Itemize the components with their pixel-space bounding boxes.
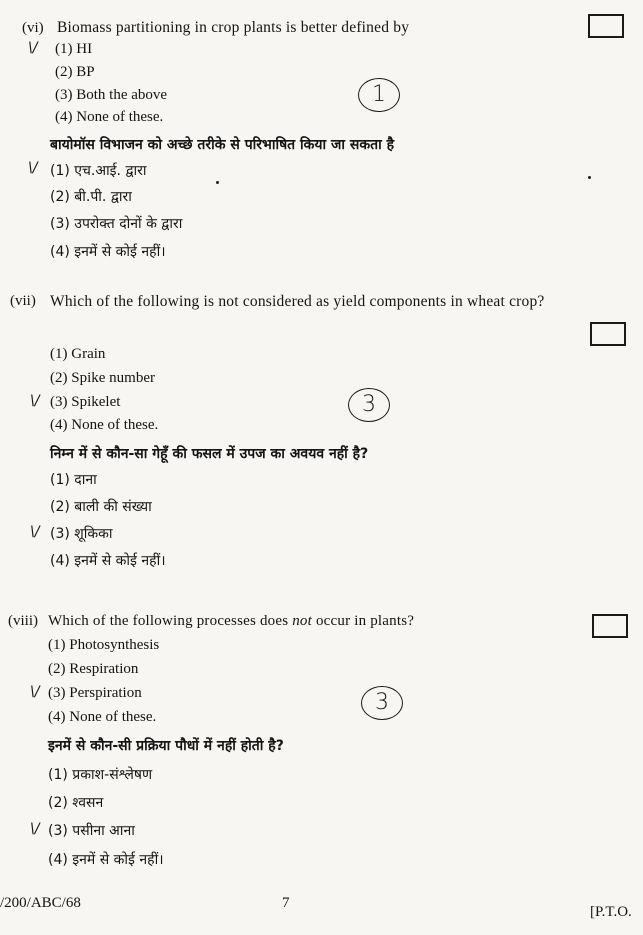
paper-code: /200/ABC/68 bbox=[0, 895, 81, 911]
option-3: (3) Spikelet bbox=[50, 394, 121, 410]
question-text-emphasis: not bbox=[292, 613, 312, 629]
option-3: (3) Both the above bbox=[55, 87, 168, 103]
question-text-end: occur in plants? bbox=[312, 613, 415, 629]
question-number: (viii) bbox=[8, 613, 38, 629]
tick-mark: \/ bbox=[30, 393, 40, 409]
question-text-start: Which of the following processes does bbox=[48, 613, 293, 629]
pto-label: [P.T.O. bbox=[590, 904, 632, 920]
answer-circle: 1 bbox=[358, 78, 400, 112]
tick-mark: \/ bbox=[30, 524, 40, 540]
option-1: (1) Photosynthesis bbox=[48, 637, 160, 653]
option-3: (3) Perspiration bbox=[48, 685, 142, 701]
answer-box[interactable] bbox=[588, 14, 624, 38]
hindi-option-3: (3) पसीना आना bbox=[48, 823, 135, 839]
hindi-option-4: (4) इनमें से कोई नहीं। bbox=[50, 244, 166, 260]
tick-mark: \/ bbox=[28, 40, 38, 56]
ink-dot bbox=[588, 176, 591, 179]
tick-mark: \/ bbox=[28, 160, 38, 176]
question-text: Biomass partitioning in crop plants is better defined by bbox=[57, 19, 410, 36]
answer-box[interactable] bbox=[592, 614, 628, 638]
option-2: (2) BP bbox=[55, 64, 95, 80]
hindi-question-text: निम्न में से कौन-सा गेहूँ की फसल में उपज का अवयव नहीं है? bbox=[50, 446, 369, 462]
hindi-option-3: (3) शूकिका bbox=[50, 526, 113, 542]
option-1: (1) HI bbox=[55, 41, 93, 57]
answer-box[interactable] bbox=[590, 322, 626, 346]
option-1: (1) Grain bbox=[50, 346, 106, 362]
option-2: (2) Spike number bbox=[50, 370, 155, 386]
question-text bbox=[48, 609, 498, 633]
hindi-option-2: (2) बाली की संख्या bbox=[50, 499, 152, 515]
hindi-option-4: (4) इनमें से कोई नहीं। bbox=[48, 852, 164, 868]
question-number: (vi) bbox=[22, 20, 44, 36]
page-number: 7 bbox=[282, 895, 290, 911]
option-4: (4) None of these. bbox=[48, 709, 157, 725]
answer-circle: 3 bbox=[348, 388, 390, 422]
tick-mark: \/ bbox=[30, 821, 40, 837]
hindi-option-2: (2) बी.पी. द्वारा bbox=[50, 189, 132, 205]
ink-dot bbox=[216, 181, 219, 184]
option-2: (2) Respiration bbox=[48, 661, 139, 677]
hindi-option-4: (4) इनमें से कोई नहीं। bbox=[50, 553, 166, 569]
hindi-option-1: (1) एच.आई. द्वारा bbox=[50, 163, 147, 179]
question-number: (vii) bbox=[10, 293, 36, 309]
tick-mark: \/ bbox=[30, 684, 40, 700]
hindi-option-1: (1) प्रकाश-संश्लेषण bbox=[48, 767, 153, 783]
answer-circle: 3 bbox=[361, 686, 403, 720]
option-4: (4) None of these. bbox=[55, 109, 164, 125]
hindi-option-2: (2) श्वसन bbox=[48, 795, 104, 811]
option-4: (4) None of these. bbox=[50, 417, 159, 433]
hindi-option-1: (1) दाना bbox=[50, 472, 97, 488]
hindi-question-text: बायोमॉस विभाजन को अच्छे तरीके से परिभाषित किया जा सकता है bbox=[50, 137, 395, 153]
hindi-option-3: (3) उपरोक्त दोनों के द्वारा bbox=[50, 216, 183, 232]
hindi-question-text: इनमें से कौन-सी प्रक्रिया पौधों में नहीं होती है? bbox=[48, 738, 284, 754]
question-text: Which of the following is not considered as yield components in wheat crop? bbox=[50, 293, 545, 310]
